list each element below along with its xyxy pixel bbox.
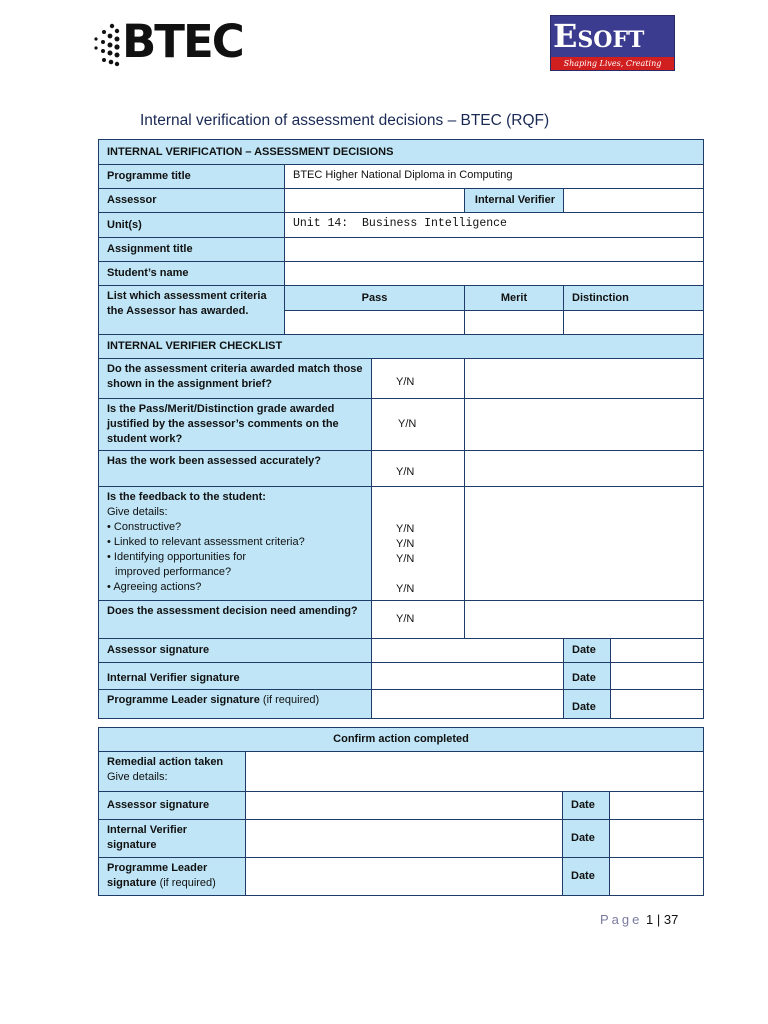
confirm-programme-leader-date-label: Date <box>563 858 610 896</box>
programme-leader-signature-label: Programme Leader signature (if required) <box>99 690 372 719</box>
confirm-internal-verifier-label: Internal Verifier signature <box>99 820 246 858</box>
internal-verifier-date-field[interactable] <box>611 663 704 690</box>
checklist-q2: Is the Pass/Merit/Distinction grade awarded justified by the assessor’s comments on the student work? <box>99 399 372 451</box>
assessor-label: Assessor <box>99 189 285 213</box>
confirm-assessor-signature-label: Assessor signature <box>99 792 246 820</box>
grade-pass-header: Pass <box>285 286 465 311</box>
programme-title-field[interactable]: BTEC Higher National Diploma in Computing <box>285 165 704 189</box>
esoft-tagline: Shaping Lives, Creating Futures. <box>551 57 674 70</box>
btec-logo-text: BTEC <box>122 15 243 68</box>
yn-agreeing: Y/N <box>396 583 415 595</box>
checklist-q5-notes[interactable] <box>465 601 704 639</box>
confirm-action-table <box>98 727 704 896</box>
page-total: 37 <box>663 912 679 927</box>
grade-distinction-header: Distinction <box>564 286 704 311</box>
internal-verifier-signature-label: Internal Verifier signature <box>99 663 372 690</box>
checklist-q5: Does the assessment decision need amending? <box>99 601 372 639</box>
checklist-q3: Has the work been assessed accurately? <box>99 451 372 487</box>
confirm-programme-leader-label: Programme Leader signature (if required) <box>99 858 246 896</box>
list-item: • Constructive? <box>107 520 363 535</box>
assignment-title-field[interactable] <box>285 238 704 262</box>
confirm-programme-leader-field[interactable] <box>246 858 563 896</box>
checklist-q4-yn[interactable] <box>372 487 465 601</box>
assessment-decisions-table <box>98 139 704 719</box>
esoft-wordmark: ESOFT <box>553 17 645 55</box>
assignment-title-label: Assignment title <box>99 238 285 262</box>
checklist-q4-list <box>107 520 363 565</box>
assessor-signature-field[interactable] <box>372 639 564 663</box>
list-item: • Agreeing actions? <box>107 580 363 595</box>
grade-distinction-field[interactable] <box>564 311 704 335</box>
btec-logo <box>90 15 250 72</box>
confirm-internal-verifier-field[interactable] <box>246 820 563 858</box>
assessor-signature-label: Assessor signature <box>99 639 372 663</box>
student-name-field[interactable] <box>285 262 704 286</box>
section-header-checklist: INTERNAL VERIFIER CHECKLIST <box>99 335 704 359</box>
programme-leader-date-label: Date <box>564 690 611 719</box>
internal-verifier-field[interactable] <box>564 189 704 213</box>
checklist-q1: Do the assessment criteria awarded match those shown in the assignment brief? <box>99 359 372 399</box>
assessor-date-label: Date <box>564 639 611 663</box>
confirm-assessor-signature-field[interactable] <box>246 792 563 820</box>
page-number: 1 <box>646 912 654 927</box>
remedial-action-field[interactable] <box>246 752 704 792</box>
internal-verifier-date-label: Date <box>564 663 611 690</box>
checklist-q1-notes[interactable] <box>465 359 704 399</box>
programme-title-label: Programme title <box>99 165 285 189</box>
page-footer <box>600 912 678 927</box>
yn-constructive: Y/N <box>396 523 415 535</box>
checklist-q4-notes[interactable] <box>465 487 704 601</box>
confirm-internal-verifier-date-field[interactable] <box>610 820 704 858</box>
confirm-assessor-date-label: Date <box>563 792 610 820</box>
grade-pass-field[interactable] <box>285 311 465 335</box>
document-title: Internal verification of assessment decisions – BTEC (RQF) <box>140 112 550 129</box>
remedial-action-label: Remedial action taken Give details: <box>99 752 246 792</box>
checklist-q3-yn[interactable]: Y/N <box>372 451 465 487</box>
assessor-field[interactable] <box>285 189 465 213</box>
section-header-decisions: INTERNAL VERIFICATION – ASSESSMENT DECISIONS <box>99 140 704 165</box>
confirm-programme-leader-date-field[interactable] <box>610 858 704 896</box>
confirm-assessor-date-field[interactable] <box>610 792 704 820</box>
yn-linked: Y/N <box>396 538 415 550</box>
grade-merit-field[interactable] <box>465 311 564 335</box>
page-word: Page <box>600 912 643 927</box>
yn-identifying: Y/N <box>396 553 415 565</box>
checklist-q2-yn[interactable]: Y/N <box>372 399 465 451</box>
assessor-date-field[interactable] <box>611 639 704 663</box>
internal-verifier-label: Internal Verifier <box>465 189 564 213</box>
programme-leader-date-field[interactable] <box>611 690 704 719</box>
internal-verifier-signature-field[interactable] <box>372 663 564 690</box>
checklist-q3-notes[interactable] <box>465 451 704 487</box>
units-field[interactable]: Unit 14: Business Intelligence <box>285 213 704 238</box>
checklist-q4 <box>99 487 372 601</box>
confirm-header: Confirm action completed <box>99 728 704 752</box>
programme-leader-signature-field[interactable] <box>372 690 564 719</box>
criteria-label: List which assessment criteria the Assessor has awarded. <box>99 286 285 335</box>
btec-dots-icon <box>90 22 122 68</box>
checklist-q4-title: Is the feedback to the student: <box>107 491 266 503</box>
grade-merit-header: Merit <box>465 286 564 311</box>
checklist-q1-yn[interactable]: Y/N <box>372 359 465 399</box>
esoft-logo <box>550 15 675 81</box>
list-item-continuation: improved performance? <box>115 566 232 578</box>
list-item: • Linked to relevant assessment criteria? <box>107 535 363 550</box>
checklist-q5-yn[interactable]: Y/N <box>372 601 465 639</box>
list-item: • Identifying opportunities for <box>107 550 363 565</box>
checklist-q4-give-details: Give details: <box>107 506 168 518</box>
student-name-label: Student’s name <box>99 262 285 286</box>
page-separator: | <box>656 912 661 927</box>
units-label: Unit(s) <box>99 213 285 238</box>
confirm-internal-verifier-date-label: Date <box>563 820 610 858</box>
checklist-q2-notes[interactable] <box>465 399 704 451</box>
